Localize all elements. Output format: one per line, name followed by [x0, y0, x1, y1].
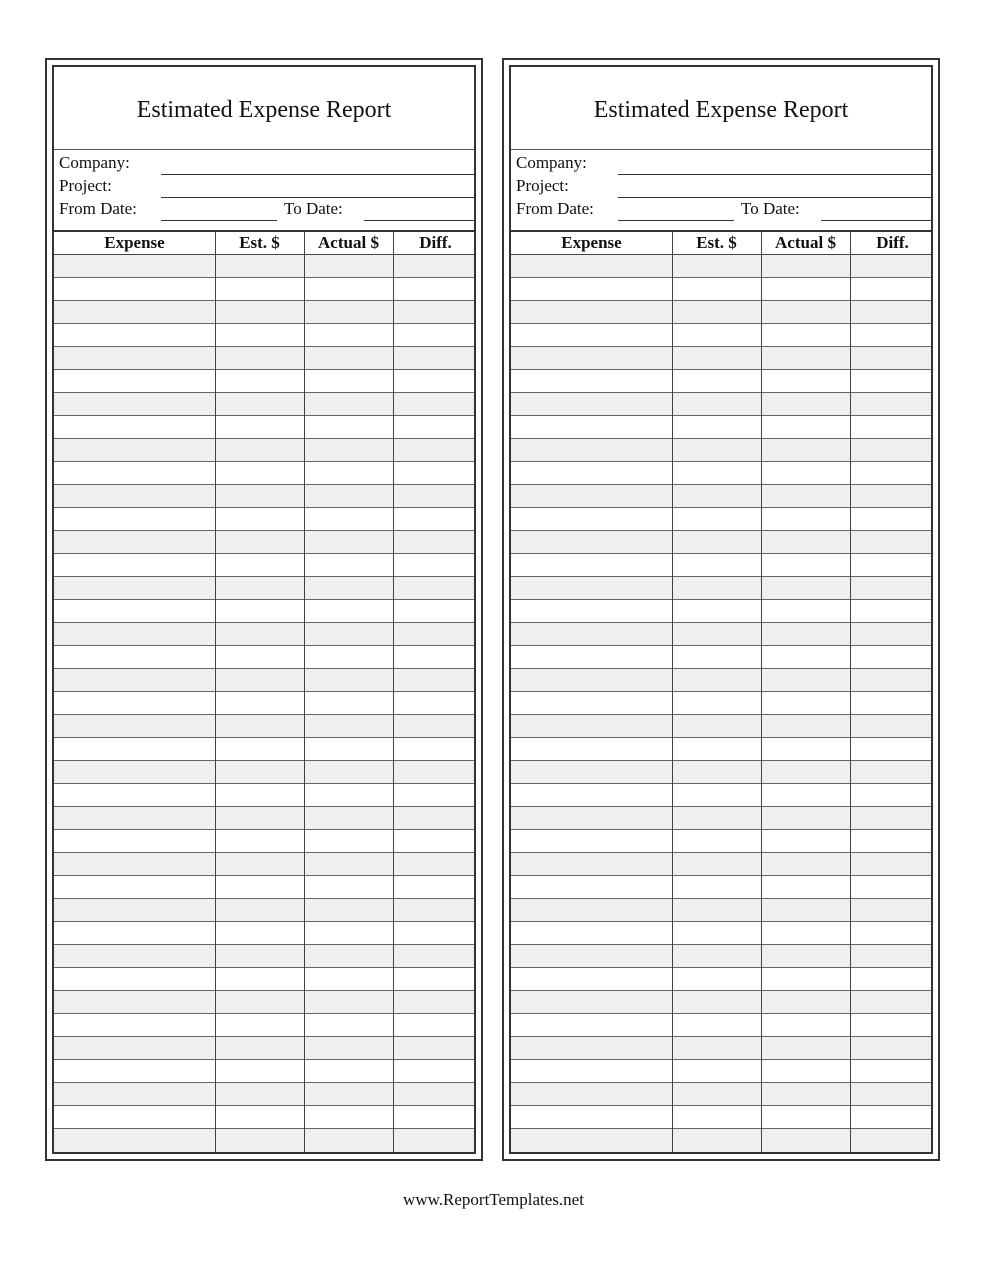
table-row[interactable] — [511, 508, 931, 531]
column-header-actual: Actual $ — [775, 233, 836, 252]
table-row[interactable] — [54, 968, 474, 991]
table-row[interactable] — [511, 1060, 931, 1083]
table-row[interactable] — [54, 577, 474, 600]
report-inner-frame — [509, 65, 933, 1154]
table-body — [511, 255, 931, 1152]
project-field[interactable] — [161, 197, 474, 198]
to-date-label: To Date: — [741, 199, 800, 218]
table-row[interactable] — [511, 347, 931, 370]
table-row[interactable] — [54, 1014, 474, 1037]
table-row[interactable] — [511, 922, 931, 945]
table-body — [54, 255, 474, 1152]
table-row[interactable] — [54, 945, 474, 968]
table-row[interactable] — [54, 807, 474, 830]
table-row[interactable] — [511, 278, 931, 301]
table-row[interactable] — [54, 784, 474, 807]
project-label: Project: — [59, 176, 112, 195]
column-header-est: Est. $ — [696, 233, 737, 252]
table-row[interactable] — [511, 692, 931, 715]
expense-table — [54, 232, 474, 1152]
expense-report-left — [45, 58, 483, 1161]
from-date-label: From Date: — [516, 199, 594, 218]
table-row[interactable] — [54, 255, 474, 278]
table-row[interactable] — [511, 669, 931, 692]
table-row[interactable] — [54, 646, 474, 669]
header-divider — [54, 149, 474, 150]
header-divider — [511, 149, 931, 150]
from-date-field[interactable] — [618, 220, 734, 221]
table-row[interactable] — [511, 991, 931, 1014]
table-row[interactable] — [54, 876, 474, 899]
company-field[interactable] — [161, 174, 474, 175]
table-row[interactable] — [511, 899, 931, 922]
table-row[interactable] — [54, 439, 474, 462]
table-row[interactable] — [511, 255, 931, 278]
table-row[interactable] — [54, 715, 474, 738]
table-row[interactable] — [511, 416, 931, 439]
table-row[interactable] — [54, 393, 474, 416]
to-date-label: To Date: — [284, 199, 343, 218]
table-row[interactable] — [511, 623, 931, 646]
table-row[interactable] — [511, 1037, 931, 1060]
table-row[interactable] — [511, 807, 931, 830]
table-row[interactable] — [511, 531, 931, 554]
table-row[interactable] — [511, 968, 931, 991]
company-label: Company: — [59, 153, 130, 172]
table-row[interactable] — [511, 1083, 931, 1106]
column-header-diff: Diff. — [419, 233, 452, 252]
table-row[interactable] — [511, 761, 931, 784]
table-row[interactable] — [54, 485, 474, 508]
table-row[interactable] — [54, 853, 474, 876]
project-field[interactable] — [618, 197, 931, 198]
table-row[interactable] — [511, 485, 931, 508]
table-row[interactable] — [54, 370, 474, 393]
from-date-field[interactable] — [161, 220, 277, 221]
column-divider — [761, 232, 762, 1152]
table-row[interactable] — [511, 439, 931, 462]
table-row[interactable] — [54, 692, 474, 715]
table-row[interactable] — [511, 370, 931, 393]
company-field[interactable] — [618, 174, 931, 175]
table-row[interactable] — [54, 278, 474, 301]
table-row[interactable] — [54, 508, 474, 531]
to-date-field[interactable] — [821, 220, 931, 221]
table-row[interactable] — [511, 1129, 931, 1152]
table-row[interactable] — [54, 669, 474, 692]
column-header-expense: Expense — [104, 233, 165, 252]
table-row[interactable] — [511, 577, 931, 600]
table-row[interactable] — [54, 416, 474, 439]
table-row[interactable] — [511, 646, 931, 669]
to-date-field[interactable] — [364, 220, 474, 221]
column-divider — [304, 232, 305, 1152]
table-row[interactable] — [511, 830, 931, 853]
table-row[interactable] — [54, 991, 474, 1014]
table-row[interactable] — [54, 830, 474, 853]
column-header-actual: Actual $ — [318, 233, 379, 252]
column-divider — [672, 232, 673, 1152]
from-date-label: From Date: — [59, 199, 137, 218]
table-row[interactable] — [54, 301, 474, 324]
table-row[interactable] — [54, 922, 474, 945]
table-row[interactable] — [54, 1060, 474, 1083]
table-row[interactable] — [54, 1129, 474, 1152]
table-row[interactable] — [54, 554, 474, 577]
table-row[interactable] — [511, 301, 931, 324]
table-row[interactable] — [54, 1106, 474, 1129]
table-row[interactable] — [511, 393, 931, 416]
table-row[interactable] — [54, 324, 474, 347]
table-row[interactable] — [54, 347, 474, 370]
column-header-expense: Expense — [561, 233, 622, 252]
column-header-est: Est. $ — [239, 233, 280, 252]
expense-table — [511, 232, 931, 1152]
column-divider — [850, 232, 851, 1152]
table-header — [511, 232, 931, 255]
table-row[interactable] — [54, 623, 474, 646]
table-row[interactable] — [511, 324, 931, 347]
table-row[interactable] — [511, 876, 931, 899]
table-row[interactable] — [54, 761, 474, 784]
expense-report-right — [502, 58, 940, 1161]
table-row[interactable] — [511, 738, 931, 761]
column-divider — [215, 232, 216, 1152]
report-title: Estimated Expense Report — [593, 97, 849, 123]
table-row[interactable] — [511, 1014, 931, 1037]
column-header-diff: Diff. — [876, 233, 909, 252]
footer-website: www.ReportTemplates.net — [403, 1190, 584, 1209]
table-row[interactable] — [511, 945, 931, 968]
table-row[interactable] — [511, 1106, 931, 1129]
company-label: Company: — [516, 153, 587, 172]
table-row[interactable] — [54, 899, 474, 922]
table-row[interactable] — [511, 715, 931, 738]
column-divider — [393, 232, 394, 1152]
table-row[interactable] — [511, 462, 931, 485]
table-row[interactable] — [54, 462, 474, 485]
table-row[interactable] — [54, 531, 474, 554]
table-row[interactable] — [54, 1037, 474, 1060]
table-row[interactable] — [511, 853, 931, 876]
table-row[interactable] — [54, 600, 474, 623]
table-row[interactable] — [511, 784, 931, 807]
report-inner-frame — [52, 65, 476, 1154]
table-row[interactable] — [54, 1083, 474, 1106]
project-label: Project: — [516, 176, 569, 195]
table-row[interactable] — [511, 600, 931, 623]
table-row[interactable] — [54, 738, 474, 761]
report-title: Estimated Expense Report — [136, 97, 392, 123]
table-header — [54, 232, 474, 255]
table-row[interactable] — [511, 554, 931, 577]
